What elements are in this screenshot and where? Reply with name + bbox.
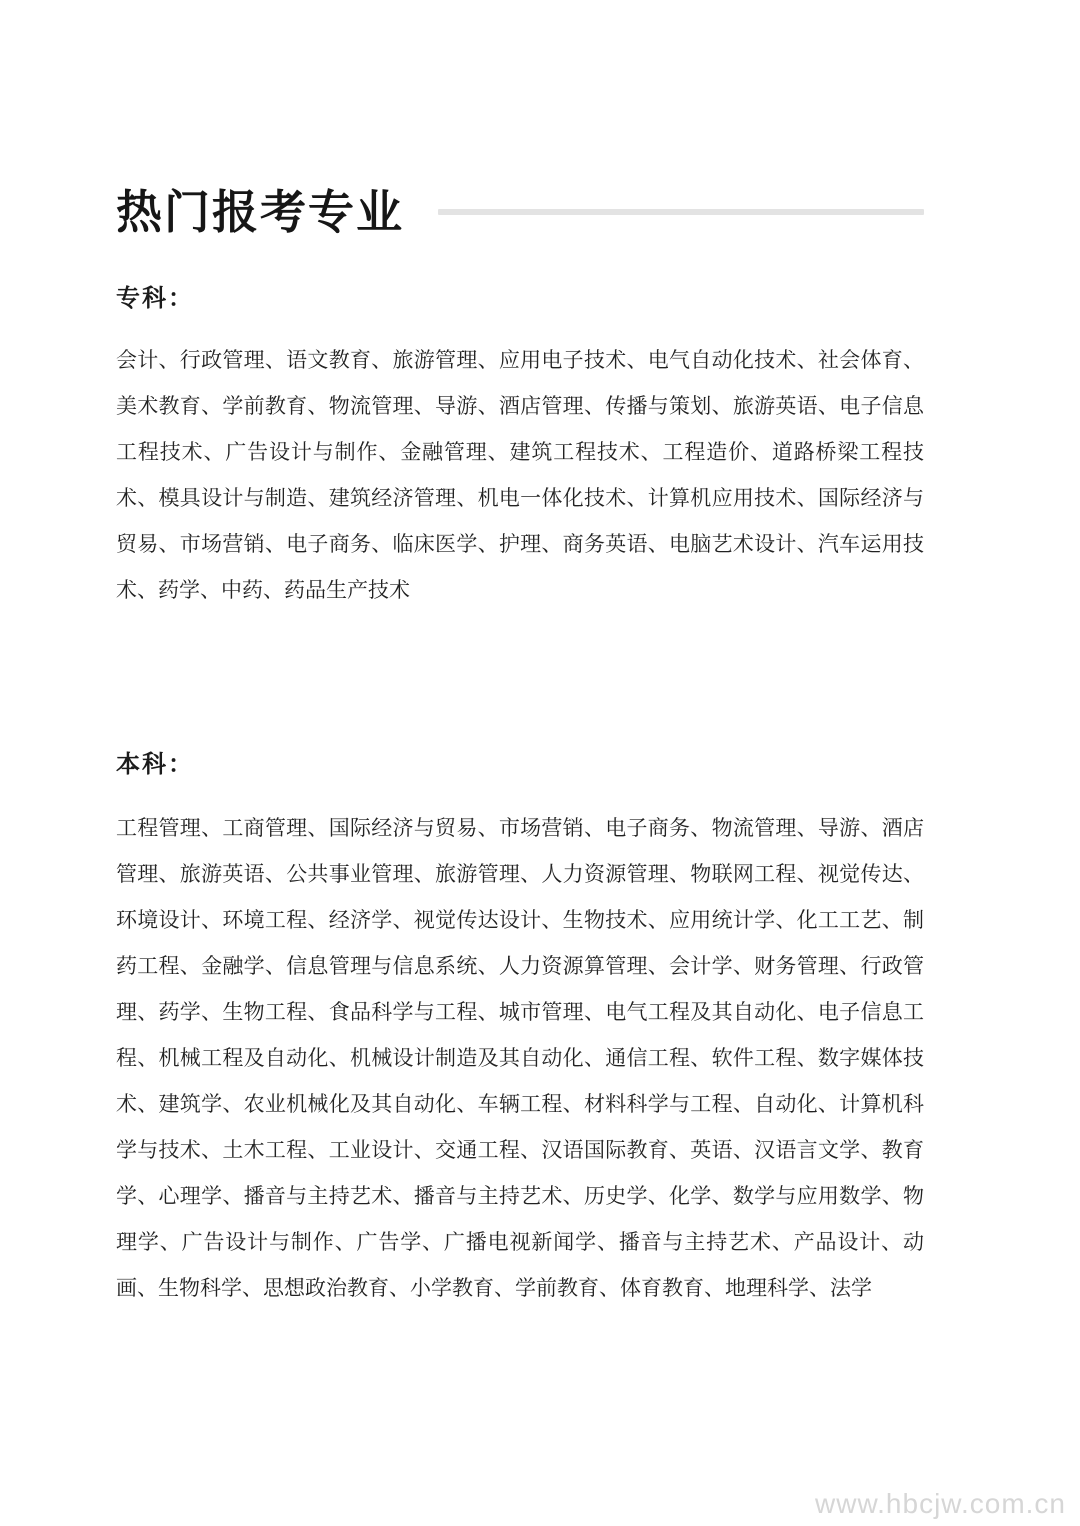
title-row bbox=[116, 180, 924, 244]
zhuanke-majors-text: 会计、行政管理、语文教育、旅游管理、应用电子技术、电气自动化技术、社会体育、美术教育、学前教育、物流管理、导游、酒店管理、传播与策划、旅游英语、电子信息工程技术、广告设计与制作、金融管理、建筑工程技术、工程造价、道路桥梁工程技术、模具设计与制造、建筑经济管理、机电一体化技术、计算机应用技术、国际经济与贸易、市场营销、电子商务、临床医学、护理、商务英语、电脑艺术设计、汽车运用技术、药学、中药、药品生产技术 bbox=[116, 348, 924, 602]
zhuanke-label: 专科： bbox=[116, 283, 194, 312]
page-title: 热门报考专业 bbox=[116, 185, 404, 239]
benke-label: 本科： bbox=[116, 749, 194, 778]
site-watermark: www.hbcjw.com.cn bbox=[815, 1488, 1066, 1519]
benke-majors-text: 工程管理、工商管理、国际经济与贸易、市场营销、电子商务、物流管理、导游、酒店管理、旅游英语、公共事业管理、旅游管理、人力资源管理、物联网工程、视觉传达、环境设计、环境工程、经济学、视觉传达设计、生物技术、应用统计学、化工工艺、制药工程、金融学、信息管理与信息系统、人力资源算管理、会计学、财务管理、行政管理、药学、生物工程、食品科学与工程、城市管理、电气工程及其自动化、电子信息工程、机械工程及自动化、机械设计制造及其自动化、通信工程、软件工程、数字媒体技术、建筑学、农业机械化及其自动化、车辆工程、材料科学与工程、自动化、计算机科学与技术、土木工程、工业设计、交通工程、汉语国际教育、英语、汉语言文学、教育学、心理学、播音与主持艺术、播音与主持艺术、历史学、化学、数学与应用数学、物理学、广告设计与制作、广告学、广播电视新闻学、播音与主持艺术、产品设计、动画、生物科学、思想政治教育、小学教育、学前教育、体育教育、地理科学、法学 bbox=[116, 816, 924, 1300]
title-divider bbox=[438, 209, 924, 215]
